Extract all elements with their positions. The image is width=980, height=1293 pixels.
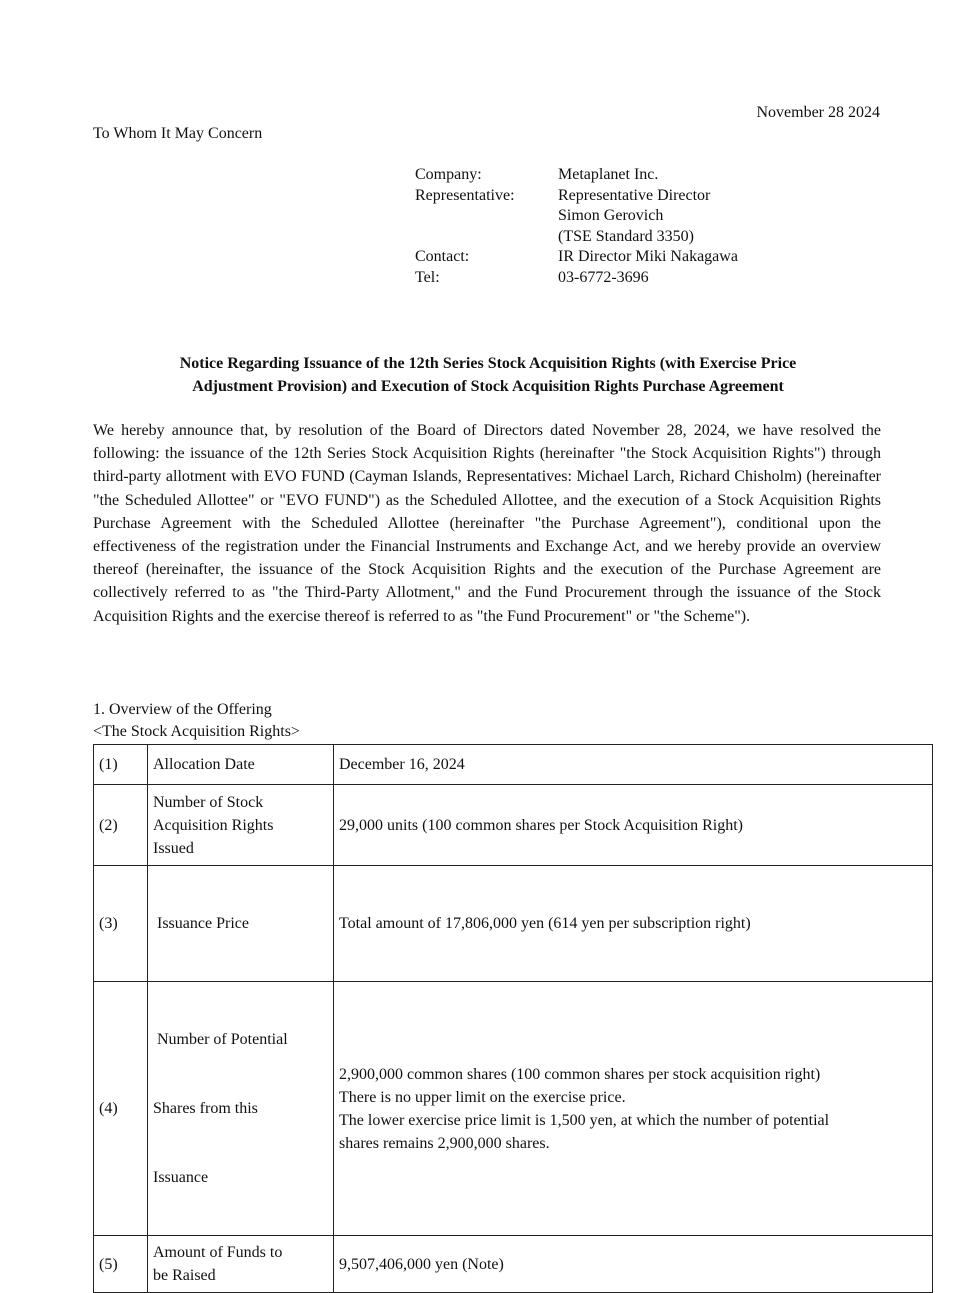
representative-line: Representative Director xyxy=(558,186,711,204)
contact-value: IR Director Miki Nakagawa xyxy=(558,248,738,265)
row-item xyxy=(148,1236,334,1293)
row-item-line: Allocation Date xyxy=(153,756,255,773)
row-item xyxy=(148,745,334,785)
representative-value xyxy=(558,186,710,248)
notice-title xyxy=(93,352,883,398)
row-item xyxy=(148,785,334,866)
notice-title-line: Notice Regarding Issuance of the 12th Series Stock Acquisition Rights (with Exercise Price xyxy=(179,355,797,372)
company-label: Company: xyxy=(415,166,482,183)
row-value xyxy=(334,785,933,866)
row-item-line: Shares from this xyxy=(153,1100,258,1117)
addressee: To Whom It May Concern xyxy=(93,125,263,142)
offering-table xyxy=(93,744,933,1293)
row-value-line: The lower exercise price limit is 1,500 yen, at which the number of potential xyxy=(339,1111,830,1129)
row-number: (3) xyxy=(94,866,148,982)
row-item xyxy=(148,982,334,1236)
row-value xyxy=(334,745,933,785)
issuer-representative-row xyxy=(415,186,738,248)
row-value-line: December 16, 2024 xyxy=(339,756,465,773)
issuer-company-row xyxy=(415,165,738,186)
row-number: (2) xyxy=(94,785,148,866)
row-item-line: Acquisition Rights xyxy=(153,816,274,834)
offering-table-body xyxy=(94,745,933,1293)
row-value-line: 9,507,406,000 yen (Note) xyxy=(339,1255,504,1273)
issuer-block xyxy=(415,165,738,288)
row-item-line: Number of Potential xyxy=(153,1031,288,1048)
row-item-line: Number of Stock xyxy=(153,793,264,811)
table-row xyxy=(94,866,933,982)
tel-value: 03-6772-3696 xyxy=(558,268,649,286)
row-value-line: 29,000 units (100 common shares per Stock Acquisition Right) xyxy=(339,816,743,834)
row-value-line: There is no upper limit on the exercise price. xyxy=(339,1088,626,1106)
document-date: November 28 2024 xyxy=(756,104,880,121)
row-value xyxy=(334,1236,933,1293)
row-value-line: shares remains 2,900,000 shares. xyxy=(339,1134,550,1152)
row-value xyxy=(334,866,933,982)
table-row xyxy=(94,1236,933,1293)
section-heading: 1. Overview of the Offering xyxy=(93,701,272,718)
row-value-line: Total amount of 17,806,000 yen (614 yen per subscription right) xyxy=(339,915,751,932)
row-item-line: Issued xyxy=(153,839,194,857)
representative-line: Simon Gerovich xyxy=(558,207,664,224)
contact-label: Contact: xyxy=(415,248,470,265)
row-value xyxy=(334,982,933,1236)
row-number: (4) xyxy=(94,982,148,1236)
issuer-tel-row xyxy=(415,268,738,289)
table-row xyxy=(94,785,933,866)
representative-line: (TSE Standard 3350) xyxy=(558,227,694,245)
company-value: Metaplanet Inc. xyxy=(558,166,659,183)
table-row xyxy=(94,745,933,785)
row-item-line: Issuance Price xyxy=(153,915,249,932)
issuer-contact-row xyxy=(415,247,738,268)
row-item xyxy=(148,866,334,982)
row-item-line: Issuance xyxy=(153,1169,209,1186)
row-number: (1) xyxy=(94,745,148,785)
body-paragraph: We hereby announce that, by resolution of the Board of Directors dated November 28, 2024, we have resolved the following: the issuance of the 12th Series Stock Acquisition Rights (hereinafter "the Stock Acquisition Rights") through third-party allotment with EVO FUND (Cayman Islands, Representatives: Michael Larch, Richard Chisholm) (hereinafter "the Scheduled Allottee" or "EVO FUND") as the Scheduled Allottee, and the execution of a Stock Acquisition Rights Purchase Agreement with the Scheduled Allottee (hereinafter "the Purchase Agreement"), conditional upon the effectiveness of the registration under the Financial Instruments and Exchange Act, and we hereby provide an overview thereof (hereinafter, the issuance of the Stock Acquisition Rights and the execution of the Purchase Agreement are collectively referred to as "the Third-Party Allotment," and the Fund Procurement through the issuance of the Stock Acquisition Rights and the exercise thereof is referred to as "the Fund Procurement" or "the Scheme"). xyxy=(93,422,881,625)
tel-label: Tel: xyxy=(415,268,440,286)
table-caption: <The Stock Acquisition Rights> xyxy=(93,723,300,740)
row-item-line: be Raised xyxy=(153,1267,216,1284)
row-item-line: Amount of Funds to xyxy=(153,1244,283,1261)
table-row xyxy=(94,982,933,1236)
notice-title-line: Adjustment Provision) and Execution of Stock Acquisition Rights Purchase Agreement xyxy=(192,378,784,395)
representative-label: Representative: xyxy=(415,186,515,204)
row-value-line: 2,900,000 common shares (100 common shares per stock acquisition right) xyxy=(339,1065,821,1083)
row-number: (5) xyxy=(94,1236,148,1293)
